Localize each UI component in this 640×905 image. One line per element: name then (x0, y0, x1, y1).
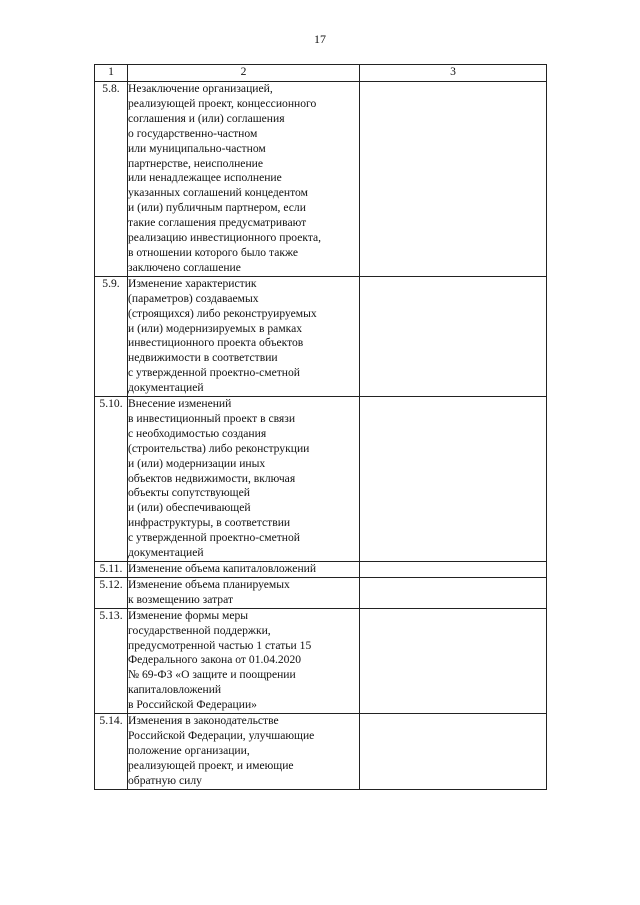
table-row (95, 82, 547, 277)
row-column-3 (360, 562, 547, 578)
row-column-3 (360, 276, 547, 396)
description-line: № 69-ФЗ «О защите и поощрении (128, 668, 296, 682)
description-line: Изменение объема планируемых (128, 577, 290, 591)
row-number: 5.12. (95, 577, 128, 608)
description-line: или ненадлежащее исполнение (128, 171, 282, 185)
row-description (128, 82, 360, 277)
column-header-3: 3 (360, 65, 547, 82)
description-line: недвижимости в соответствии (128, 351, 278, 365)
row-column-3 (360, 608, 547, 713)
description-line: и (или) модернизируемых в рамках (128, 321, 303, 335)
row-description (128, 608, 360, 713)
description-line: инвестиционного проекта объектов (128, 336, 304, 350)
description-line: к возмещению затрат (128, 592, 234, 606)
row-number: 5.10. (95, 397, 128, 562)
table-header-row (95, 65, 547, 82)
description-line: соглашения и (или) соглашения (128, 111, 285, 125)
row-description (128, 397, 360, 562)
row-column-3 (360, 714, 547, 790)
table-row (95, 397, 547, 562)
description-line: (строящихся) либо реконструируемых (128, 306, 317, 320)
description-line: или муниципально-частном (128, 141, 266, 155)
description-line: Незаключение организацией, (128, 82, 273, 95)
page-number: 17 (314, 32, 326, 46)
description-line: указанных соглашений концедентом (128, 186, 308, 200)
description-line: Изменение объема капиталовложений (128, 562, 317, 575)
description-line: объектов недвижимости, включая (128, 471, 296, 485)
row-number: 5.13. (95, 608, 128, 713)
description-line: и (или) модернизации иных (128, 456, 266, 470)
description-line: о государственно-частном (128, 126, 258, 140)
description-line: в отношении которого было также (128, 245, 298, 259)
row-description (128, 714, 360, 790)
row-column-3 (360, 82, 547, 277)
description-line: обратную силу (128, 773, 202, 787)
description-line: такие соглашения предусматривают (128, 216, 307, 230)
description-line: документацией (128, 381, 204, 395)
row-description (128, 562, 360, 578)
row-column-3 (360, 397, 547, 562)
document-table (94, 64, 547, 790)
row-number: 5.11. (95, 562, 128, 578)
table-body (95, 82, 547, 790)
row-description (128, 276, 360, 396)
description-line: реализующей проект, концессионного (128, 96, 317, 110)
description-line: и (или) обеспечивающей (128, 501, 251, 515)
table-row (95, 276, 547, 396)
table-row (95, 577, 547, 608)
description-line: в Российской Федерации» (128, 698, 257, 712)
description-line: с утвержденной проектно-сметной (128, 531, 301, 545)
description-line: Российской Федерации, улучшающие (128, 728, 315, 742)
column-header-1: 1 (95, 65, 128, 82)
description-line: с утвержденной проектно-сметной (128, 366, 301, 380)
description-line: (строительства) либо реконструкции (128, 441, 310, 455)
row-number: 5.9. (95, 276, 128, 396)
table-row (95, 562, 547, 578)
description-line: заключено соглашение (128, 260, 241, 274)
description-line: в инвестиционный проект в связи (128, 411, 296, 425)
row-number: 5.8. (95, 82, 128, 277)
description-line: объекты сопутствующей (128, 486, 250, 500)
column-header-2: 2 (128, 65, 360, 82)
description-line: партнерстве, неисполнение (128, 156, 264, 170)
description-line: Внесение изменений (128, 397, 232, 411)
row-description (128, 577, 360, 608)
description-line: документацией (128, 546, 204, 560)
description-line: капиталовложений (128, 683, 222, 697)
description-line: государственной поддержки, (128, 623, 271, 637)
table-row (95, 714, 547, 790)
description-line: инфраструктуры, в соответствии (128, 516, 291, 530)
description-line: предусмотренной частью 1 статьи 15 (128, 638, 312, 652)
row-number: 5.14. (95, 714, 128, 790)
row-column-3 (360, 577, 547, 608)
description-line: (параметров) создаваемых (128, 291, 259, 305)
description-line: реализующей проект, и имеющие (128, 758, 294, 772)
description-line: и (или) публичным партнером, если (128, 201, 306, 215)
description-line: реализацию инвестиционного проекта, (128, 231, 322, 245)
description-line: Изменение формы меры (128, 608, 249, 622)
description-line: Федерального закона от 01.04.2020 (128, 653, 302, 667)
table-row (95, 608, 547, 713)
description-line: положение организации, (128, 743, 250, 757)
description-line: с необходимостью создания (128, 426, 267, 440)
description-line: Изменения в законодательстве (128, 714, 279, 728)
description-line: Изменение характеристик (128, 276, 257, 290)
